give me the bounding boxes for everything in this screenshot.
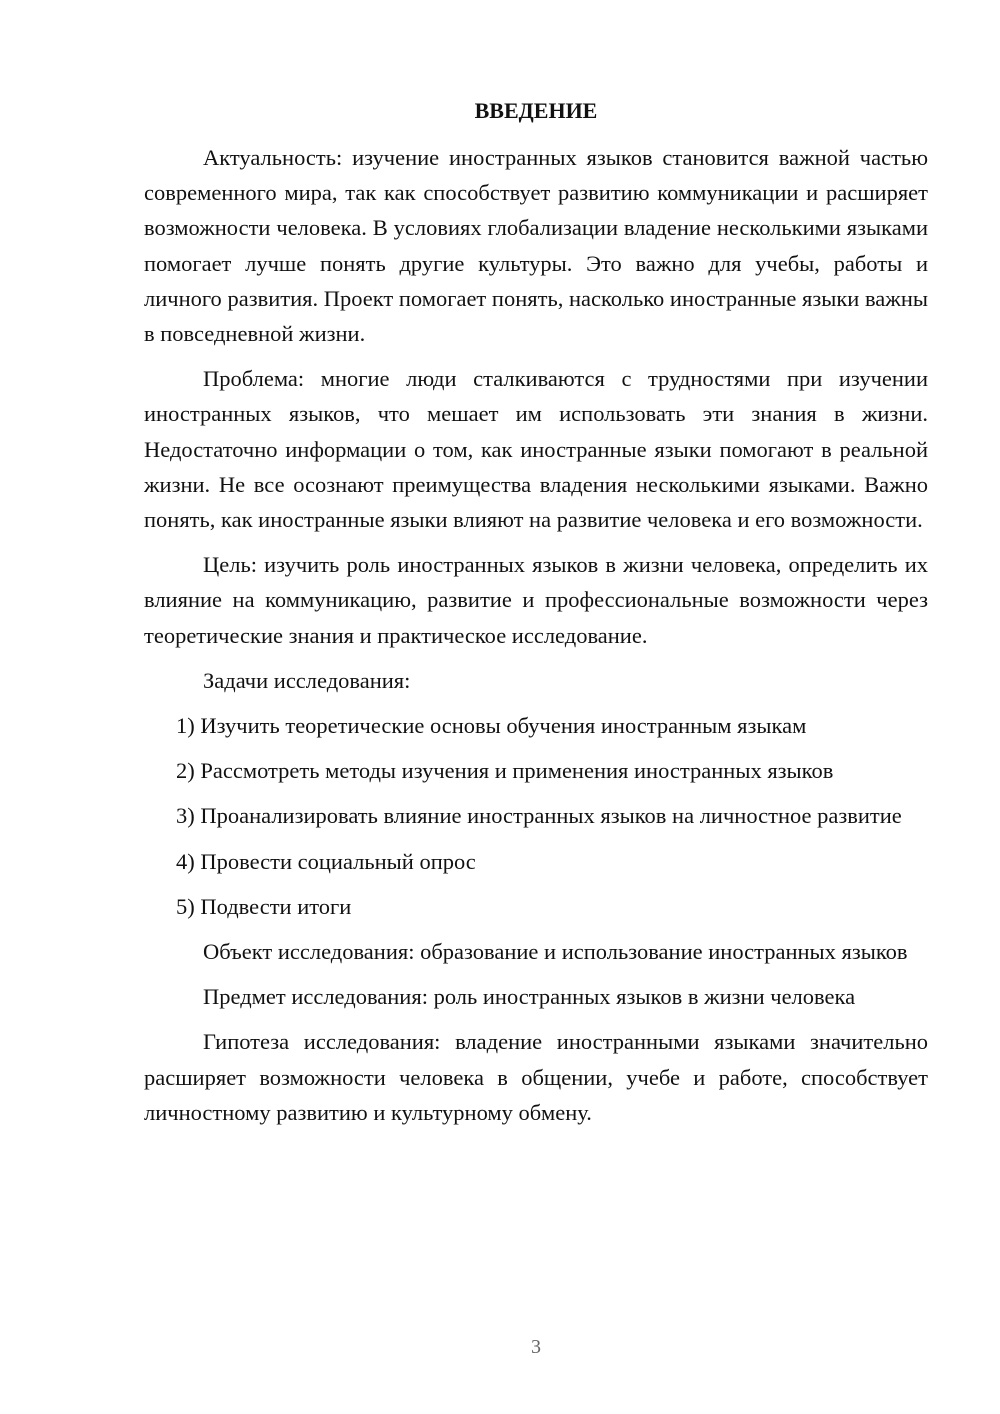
subject-paragraph: Предмет исследования: роль иностранных языков в жизни человека [203,984,856,1010]
task-item-1: 1) Изучить теоретические основы обучения иностранным языкам [176,713,807,739]
page-number: 3 [531,1336,541,1358]
problem-paragraph: Проблема: многие люди сталкиваются с трудностями при изучении иностранных языков, что мешает им использовать эти знания в жизни. Недостаточно информации о том, как иностранные языки помогают в реальной жизни. Не все осознают преимущества владения несколькими языками. Важно понять, как иностранные языки влияют на развитие человека и его возможности. [144,366,928,533]
tasks-title: Задачи исследования: [203,667,411,693]
task-item-4: 4) Провести социальный опрос [176,848,476,874]
task-item-2: 2) Рассмотреть методы изучения и применения иностранных языков [176,758,834,784]
hypothesis-paragraph: Гипотеза исследования: владение иностранными языками значительно расширяет возможности человека в общении, учебе и работе, способствует личностному развитию и культурному обмену. [144,1029,928,1125]
task-item-5: 5) Подвести итоги [176,893,352,919]
object-paragraph: Объект исследования: образование и использование иностранных языков [203,939,908,965]
relevance-paragraph: Актуальность: изучение иностранных языков становится важной частью современного мира, так как способствует развитию коммуникации и расширяет возможности человека. В условиях глобализации владение несколькими языками помогает лучше понять другие культуры. Это важно для учебы, работы и личного развития. Проект помогает понять, насколько иностранные языки важны в повседневной жизни. [144,145,928,347]
goal-paragraph: Цель: изучить роль иностранных языков в жизни человека, определить их влияние на коммуникацию, развитие и профессиональные возможности через теоретические знания и практическое исследование. [144,552,928,648]
page-content [144,96,928,1130]
section-heading: ВВЕДЕНИЕ [474,98,598,123]
task-item-3: 3) Проанализировать влияние иностранных языков на личностное развитие [176,803,902,829]
